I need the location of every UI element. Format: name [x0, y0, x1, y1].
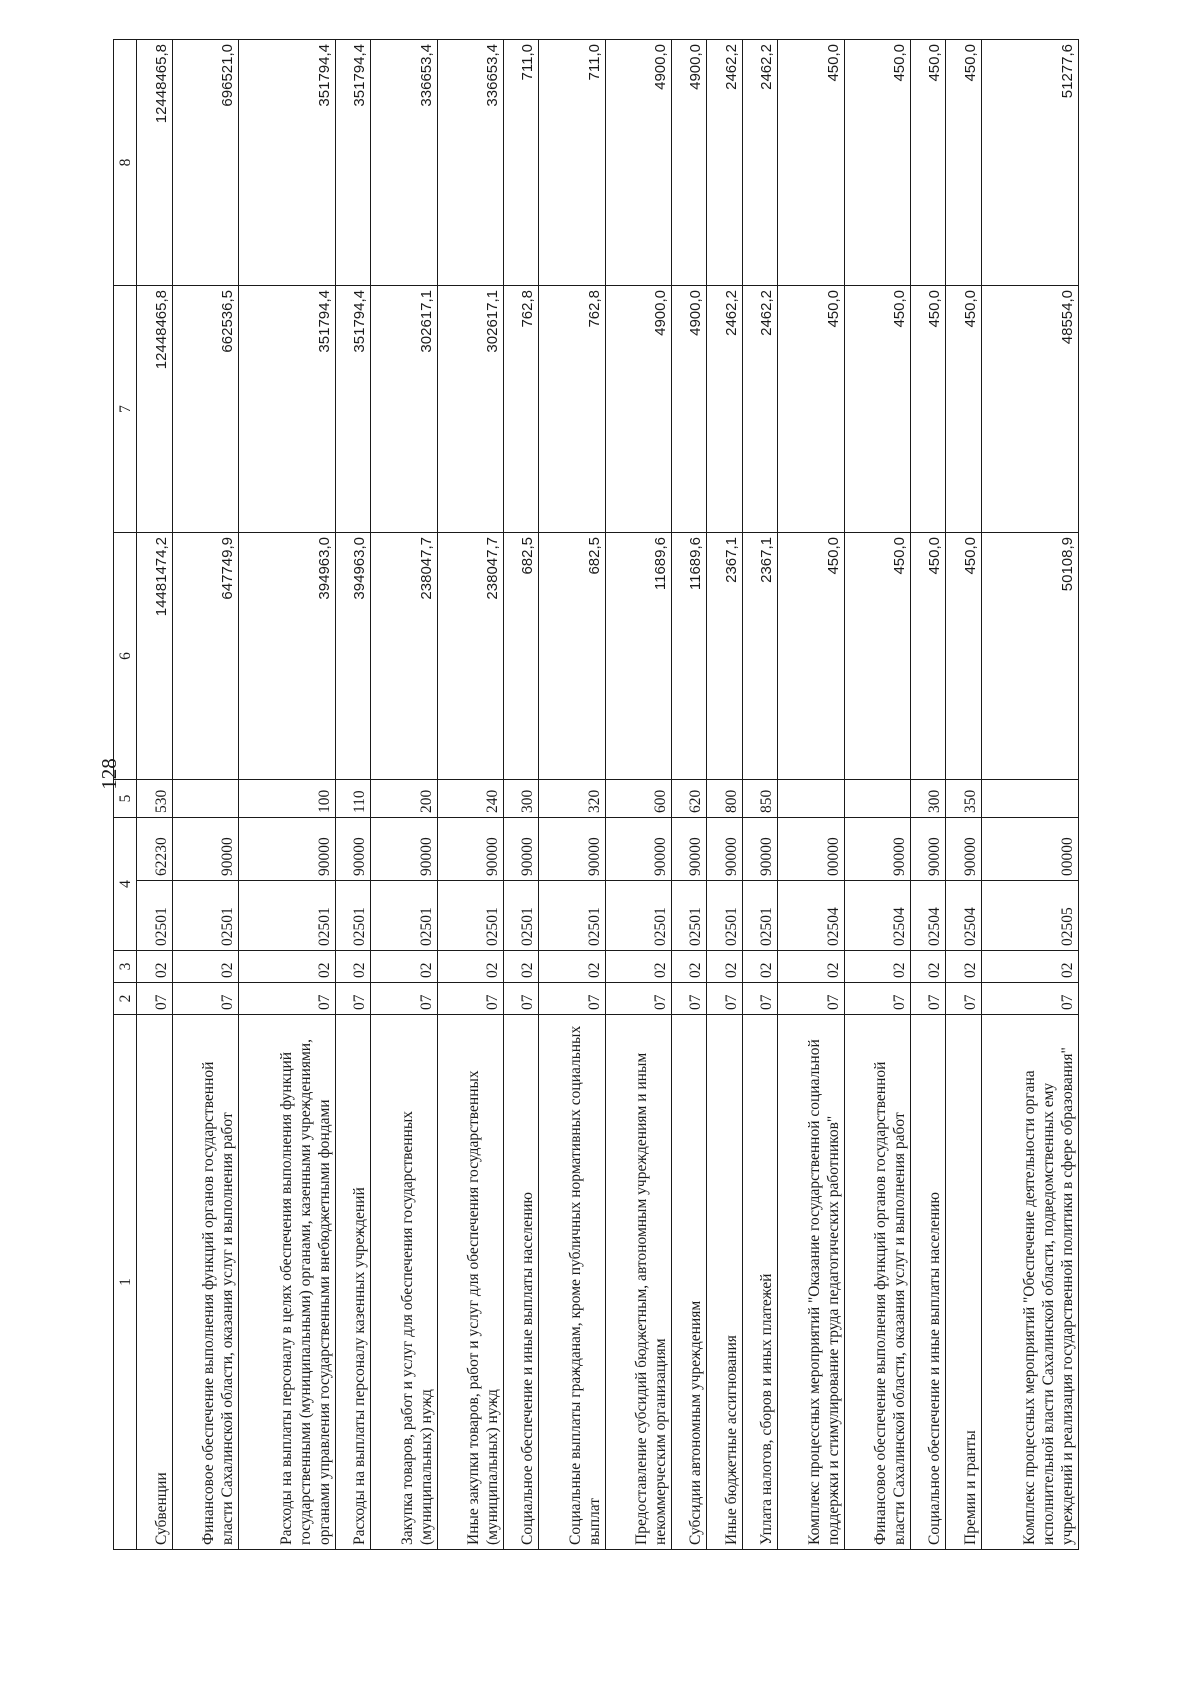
subsection-code: 02 [172, 951, 238, 983]
row-name: Расходы на выплаты персоналу в целях обеспечения выполнения функций государственными (муниципальными) органами, казенными учреждениями, органами управления государственными внебюджетными фондами [238, 1015, 335, 1550]
expense-type-code: 110 [335, 780, 371, 818]
row-name: Субсидии автономным учреждениям [671, 1015, 707, 1550]
amount-col8: 450,0 [844, 40, 910, 286]
direction-code: 90000 [671, 818, 707, 881]
amount-col7: 48554,0 [981, 286, 1078, 533]
table-row [137, 40, 173, 1550]
table-row [335, 40, 371, 1550]
subsection-code: 02 [539, 951, 605, 983]
amount-col8: 4900,0 [605, 40, 671, 286]
row-name: Иные закупки товаров, работ и услуг для обеспечения государственных (муниципальных) нужд [437, 1015, 503, 1550]
section-code: 07 [238, 983, 335, 1015]
program-code: 02501 [172, 881, 238, 951]
subsection-code: 02 [371, 951, 437, 983]
direction-code: 62230 [137, 818, 173, 881]
amount-col7: 450,0 [910, 286, 946, 533]
subsection-code: 02 [946, 951, 982, 983]
table-row [778, 40, 844, 1550]
program-code: 02504 [946, 881, 982, 951]
row-name: Социальное обеспечение и иные выплаты населению [503, 1015, 539, 1550]
direction-code: 90000 [371, 818, 437, 881]
amount-col6: 238047,7 [437, 533, 503, 780]
amount-col8: 336653,4 [437, 40, 503, 286]
amount-col8: 351794,4 [335, 40, 371, 286]
section-code: 07 [707, 983, 743, 1015]
row-name: Расходы на выплаты персоналу казенных учреждений [335, 1015, 371, 1550]
table-row [172, 40, 238, 1550]
row-name: Уплата налогов, сборов и иных платежей [742, 1015, 778, 1550]
direction-code: 90000 [437, 818, 503, 881]
expense-type-code [844, 780, 910, 818]
amount-col8: 450,0 [946, 40, 982, 286]
row-name: Финансовое обеспечение выполнения функций органов государственной власти Сахалинской области, оказания услуг и выполнения работ [172, 1015, 238, 1550]
section-code: 07 [137, 983, 173, 1015]
program-code: 02504 [844, 881, 910, 951]
section-code: 07 [371, 983, 437, 1015]
table-row [981, 40, 1078, 1550]
header-row [114, 40, 137, 1550]
row-name: Премии и гранты [946, 1015, 982, 1550]
table-row [671, 40, 707, 1550]
amount-col8: 336653,4 [371, 40, 437, 286]
section-code: 07 [981, 983, 1078, 1015]
table-row [605, 40, 671, 1550]
expense-type-code [172, 780, 238, 818]
row-name: Иные бюджетные ассигнования [707, 1015, 743, 1550]
direction-code: 90000 [707, 818, 743, 881]
amount-col7: 450,0 [778, 286, 844, 533]
expense-type-code: 300 [503, 780, 539, 818]
expense-type-code [981, 780, 1078, 818]
amount-col7: 662536,5 [172, 286, 238, 533]
amount-col7: 302617,1 [437, 286, 503, 533]
direction-code: 90000 [605, 818, 671, 881]
amount-col6: 450,0 [844, 533, 910, 780]
subsection-code: 02 [707, 951, 743, 983]
column-header: 2 [114, 983, 137, 1015]
direction-code: 90000 [910, 818, 946, 881]
amount-col7: 2462,2 [707, 286, 743, 533]
amount-col7: 762,8 [503, 286, 539, 533]
subsection-code: 02 [671, 951, 707, 983]
direction-code: 90000 [238, 818, 335, 881]
table-row [238, 40, 335, 1550]
direction-code: 00000 [981, 818, 1078, 881]
column-header: 4 [114, 818, 137, 951]
program-code: 02501 [742, 881, 778, 951]
column-header: 6 [114, 533, 137, 780]
table-row [539, 40, 605, 1550]
amount-col8: 351794,4 [238, 40, 335, 286]
page-number: 128 [97, 758, 121, 790]
amount-col6: 394963,0 [238, 533, 335, 780]
subsection-code: 02 [910, 951, 946, 983]
amount-col7: 762,8 [539, 286, 605, 533]
direction-code: 90000 [172, 818, 238, 881]
section-code: 07 [335, 983, 371, 1015]
row-name: Предоставление субсидий бюджетным, автономным учреждениям и иным некоммерческим организациям [605, 1015, 671, 1550]
amount-col7: 2462,2 [742, 286, 778, 533]
program-code: 02501 [137, 881, 173, 951]
row-name: Финансовое обеспечение выполнения функций органов государственной власти Сахалинской области, оказания услуг и выполнения работ [844, 1015, 910, 1550]
expense-type-code: 800 [707, 780, 743, 818]
amount-col6: 682,5 [503, 533, 539, 780]
section-code: 07 [172, 983, 238, 1015]
program-code: 02504 [778, 881, 844, 951]
amount-col6: 450,0 [946, 533, 982, 780]
amount-col8: 2462,2 [707, 40, 743, 286]
program-code: 02501 [671, 881, 707, 951]
table-row [844, 40, 910, 1550]
section-code: 07 [778, 983, 844, 1015]
subsection-code: 02 [605, 951, 671, 983]
section-code: 07 [742, 983, 778, 1015]
budget-table [113, 39, 1079, 1550]
amount-col6: 450,0 [910, 533, 946, 780]
table-row [946, 40, 982, 1550]
amount-col6: 2367,1 [707, 533, 743, 780]
row-name: Социальные выплаты гражданам, кроме публичных нормативных социальных выплат [539, 1015, 605, 1550]
expense-type-code: 620 [671, 780, 707, 818]
section-code: 07 [503, 983, 539, 1015]
table-row [742, 40, 778, 1550]
column-header: 8 [114, 40, 137, 286]
amount-col7: 4900,0 [671, 286, 707, 533]
amount-col7: 4900,0 [605, 286, 671, 533]
amount-col6: 2367,1 [742, 533, 778, 780]
amount-col7: 351794,4 [238, 286, 335, 533]
expense-type-code: 600 [605, 780, 671, 818]
amount-col8: 450,0 [910, 40, 946, 286]
column-header: 1 [114, 1015, 137, 1550]
table-row [371, 40, 437, 1550]
amount-col8: 51277,6 [981, 40, 1078, 286]
amount-col8: 696521,0 [172, 40, 238, 286]
column-header: 5 [114, 780, 137, 818]
direction-code: 90000 [539, 818, 605, 881]
table-row [503, 40, 539, 1550]
program-code: 02501 [238, 881, 335, 951]
program-code: 02501 [707, 881, 743, 951]
table-row [707, 40, 743, 1550]
row-name: Комплекс процессных мероприятий "Оказание государственной социальной поддержки и стимулирование труда педагогических работников" [778, 1015, 844, 1550]
amount-col8: 450,0 [778, 40, 844, 286]
section-code: 07 [671, 983, 707, 1015]
program-code: 02501 [371, 881, 437, 951]
amount-col8: 711,0 [503, 40, 539, 286]
direction-code: 90000 [844, 818, 910, 881]
expense-type-code: 850 [742, 780, 778, 818]
amount-col8: 12448465,8 [137, 40, 173, 286]
amount-col8: 4900,0 [671, 40, 707, 286]
table-row [437, 40, 503, 1550]
column-header: 7 [114, 286, 137, 533]
direction-code: 90000 [946, 818, 982, 881]
direction-code: 90000 [335, 818, 371, 881]
amount-col6: 50108,9 [981, 533, 1078, 780]
section-code: 07 [605, 983, 671, 1015]
expense-type-code: 240 [437, 780, 503, 818]
row-name: Социальное обеспечение и иные выплаты населению [910, 1015, 946, 1550]
amount-col6: 394963,0 [335, 533, 371, 780]
row-name: Закупка товаров, работ и услуг для обеспечения государственных (муниципальных) нужд [371, 1015, 437, 1550]
table-body [137, 40, 1079, 1550]
section-code: 07 [437, 983, 503, 1015]
program-code: 02505 [981, 881, 1078, 951]
expense-type-code: 320 [539, 780, 605, 818]
amount-col6: 682,5 [539, 533, 605, 780]
row-name: Комплекс процессных мероприятий "Обеспечение деятельности органа исполнительной власти Сахалинской области, подведомственных ему учреждений и реализация государственной политики в сфере образования" [981, 1015, 1078, 1550]
amount-col6: 11689,6 [605, 533, 671, 780]
expense-type-code: 200 [371, 780, 437, 818]
amount-col6: 647749,9 [172, 533, 238, 780]
direction-code: 90000 [503, 818, 539, 881]
row-name: Субвенции [137, 1015, 173, 1550]
expense-type-code [778, 780, 844, 818]
amount-col8: 2462,2 [742, 40, 778, 286]
amount-col7: 450,0 [946, 286, 982, 533]
program-code: 02504 [910, 881, 946, 951]
subsection-code: 02 [137, 951, 173, 983]
subsection-code: 02 [335, 951, 371, 983]
program-code: 02501 [605, 881, 671, 951]
subsection-code: 02 [981, 951, 1078, 983]
section-code: 07 [844, 983, 910, 1015]
expense-type-code: 350 [946, 780, 982, 818]
subsection-code: 02 [437, 951, 503, 983]
direction-code: 00000 [778, 818, 844, 881]
amount-col6: 14481474,2 [137, 533, 173, 780]
program-code: 02501 [503, 881, 539, 951]
direction-code: 90000 [742, 818, 778, 881]
expense-type-code: 530 [137, 780, 173, 818]
section-code: 07 [539, 983, 605, 1015]
subsection-code: 02 [844, 951, 910, 983]
subsection-code: 02 [503, 951, 539, 983]
budget-sheet [113, 40, 1079, 1550]
expense-type-code: 300 [910, 780, 946, 818]
column-header: 3 [114, 951, 137, 983]
subsection-code: 02 [238, 951, 335, 983]
expense-type-code: 100 [238, 780, 335, 818]
amount-col8: 711,0 [539, 40, 605, 286]
subsection-code: 02 [778, 951, 844, 983]
subsection-code: 02 [742, 951, 778, 983]
section-code: 07 [946, 983, 982, 1015]
amount-col7: 302617,1 [371, 286, 437, 533]
program-code: 02501 [437, 881, 503, 951]
table-row [910, 40, 946, 1550]
amount-col7: 351794,4 [335, 286, 371, 533]
program-code: 02501 [539, 881, 605, 951]
amount-col6: 450,0 [778, 533, 844, 780]
amount-col6: 238047,7 [371, 533, 437, 780]
amount-col7: 12448465,8 [137, 286, 173, 533]
program-code: 02501 [335, 881, 371, 951]
section-code: 07 [910, 983, 946, 1015]
amount-col7: 450,0 [844, 286, 910, 533]
amount-col6: 11689,6 [671, 533, 707, 780]
